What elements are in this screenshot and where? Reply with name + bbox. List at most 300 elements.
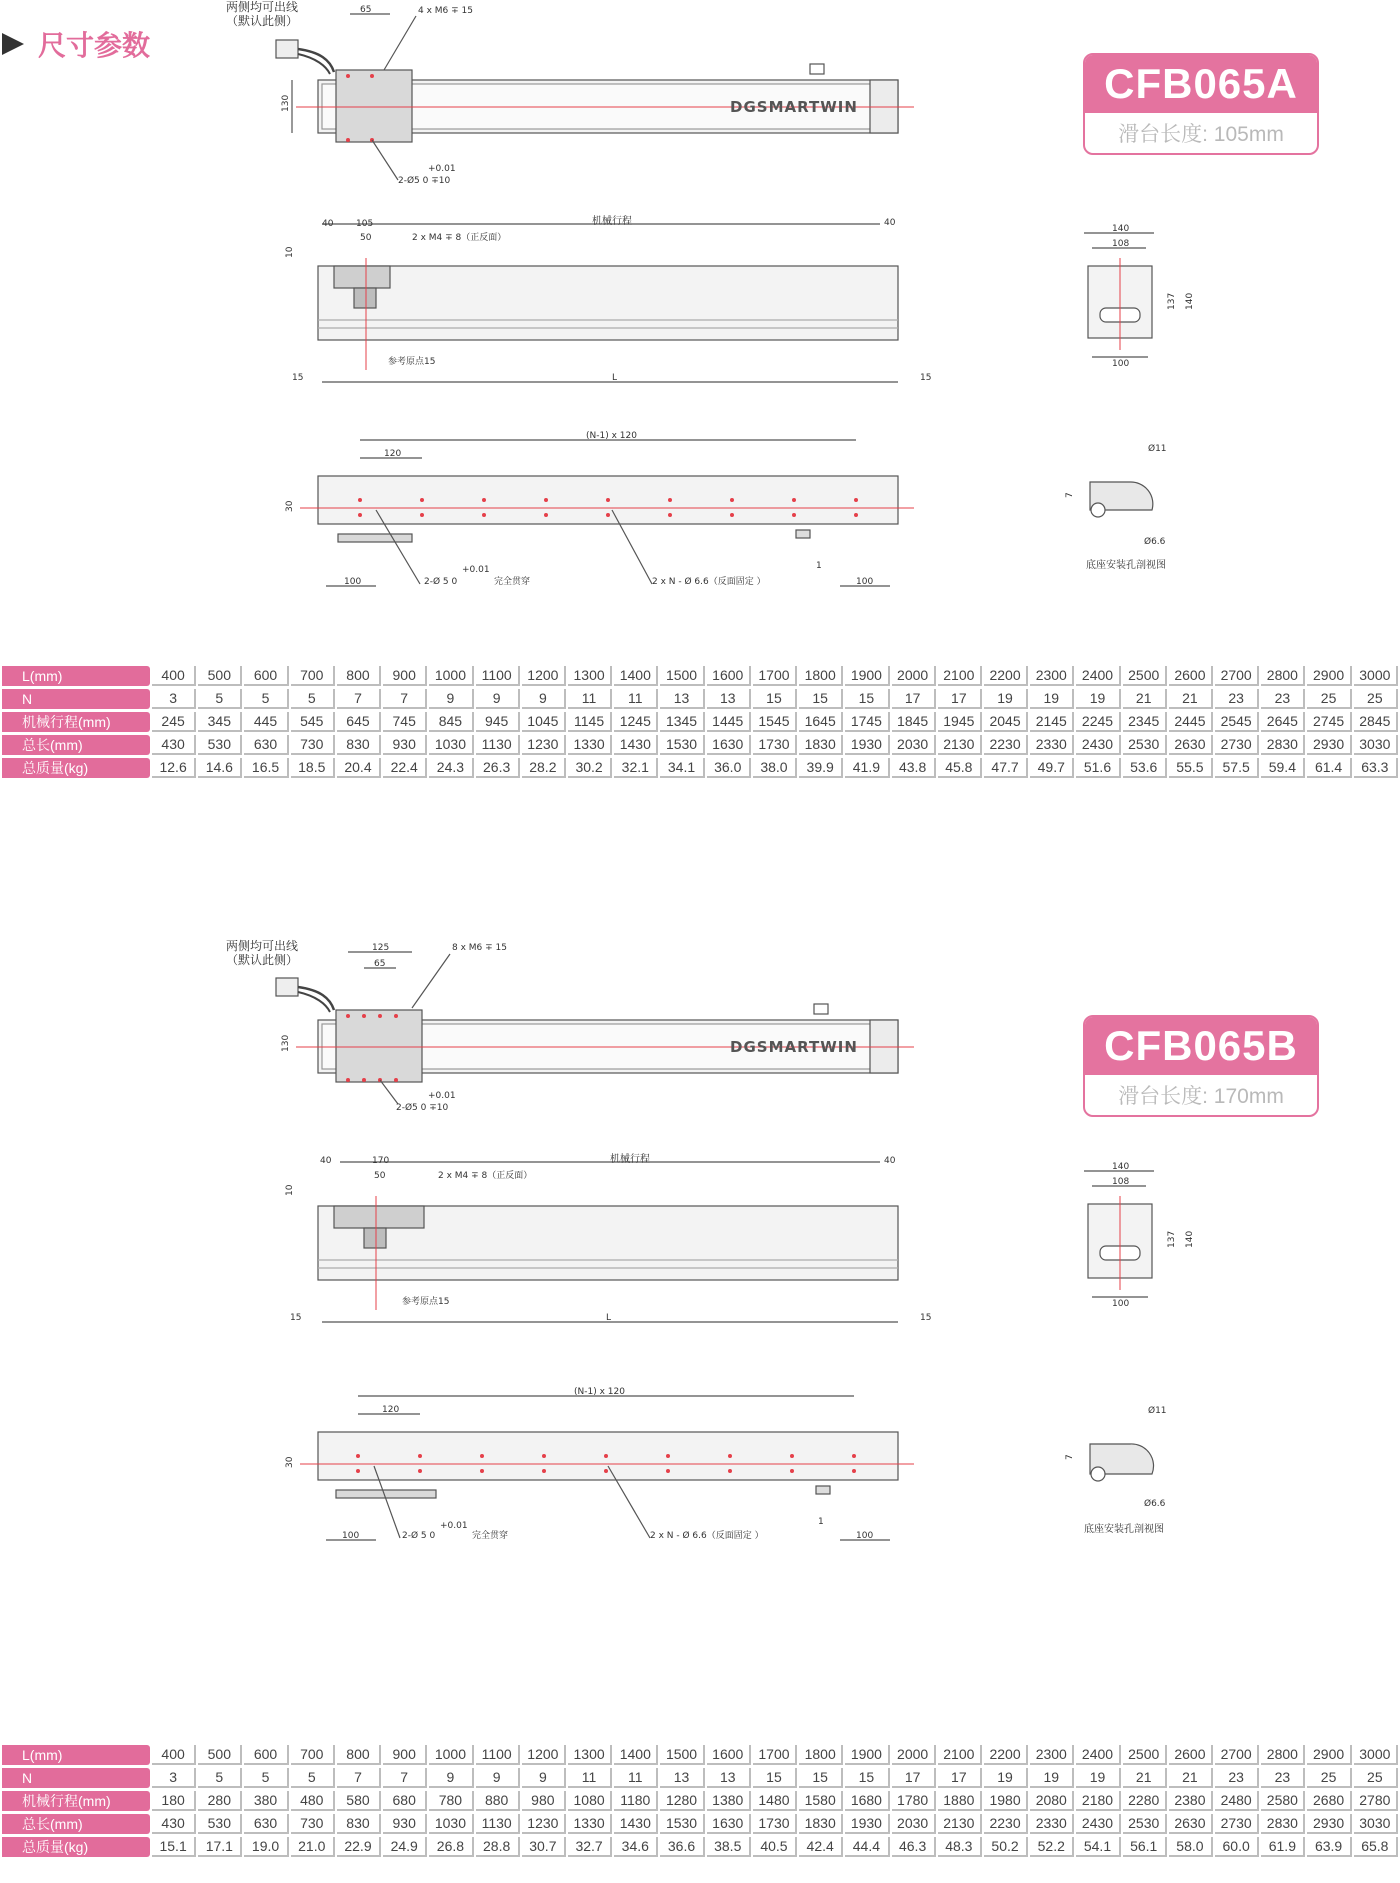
table-cell: 1200 <box>522 1745 566 1765</box>
table-cell: 1730 <box>753 1814 797 1834</box>
table-cell: 2300 <box>1030 1745 1074 1765</box>
table-cell: 2245 <box>1076 712 1120 732</box>
table-cell: 2580 <box>1261 1791 1305 1811</box>
table-cell: 23 <box>1261 689 1305 709</box>
table-cell: 880 <box>476 1791 520 1811</box>
table-cell: 1580 <box>799 1791 843 1811</box>
table-cell: 745 <box>383 712 427 732</box>
table-cell: 730 <box>291 1814 335 1834</box>
top-view <box>226 0 914 186</box>
side-view <box>285 214 931 383</box>
table-cell: 2030 <box>892 735 936 755</box>
pin-hole-bottom: 2-Ø 5 0 <box>402 1531 436 1541</box>
table-cell: 11 <box>614 689 658 709</box>
table-cell: 21 <box>1169 689 1213 709</box>
table-cell: 1030 <box>429 1814 473 1834</box>
table-cell: 9 <box>429 689 473 709</box>
table-cell: 500 <box>198 1745 242 1765</box>
table-cell: 580 <box>337 1791 381 1811</box>
through-hole: 完全贯穿 <box>494 577 531 587</box>
row-label: 总长(mm) <box>2 735 150 755</box>
table-cell: 60.0 <box>1215 1837 1259 1857</box>
table-cell: 25 <box>1307 1768 1351 1788</box>
height-130: 130 <box>281 94 291 112</box>
table-row <box>2 1791 1398 1811</box>
table-cell: 38.5 <box>707 1837 751 1857</box>
table-cell: 11 <box>568 1768 612 1788</box>
table-cell: 700 <box>291 1745 335 1765</box>
table-cell: 25 <box>1307 689 1351 709</box>
brand-logo: DGSMARTWIN <box>730 1038 858 1056</box>
table-cell: 5 <box>291 689 335 709</box>
table-cell: 345 <box>198 712 242 732</box>
pin-hole-bottom: 2-Ø 5 0 <box>424 577 458 587</box>
table-cell: 2530 <box>1123 735 1167 755</box>
table-cell: 13 <box>660 1768 704 1788</box>
dim-15-right: 15 <box>920 373 932 383</box>
thread-side: 2 x M4 ∓ 8（正反面） <box>438 1171 533 1181</box>
end-137: 137 <box>1167 292 1177 310</box>
row-label: L(mm) <box>2 1745 150 1765</box>
table-cell: 2130 <box>938 1814 982 1834</box>
table-cell: 32.7 <box>568 1837 612 1857</box>
table-row <box>2 689 1398 709</box>
cable-note-1: 两侧均可出线 <box>226 939 299 953</box>
table-cell: 7 <box>383 1768 427 1788</box>
table-cell: 42.4 <box>799 1837 843 1857</box>
table-cell: 780 <box>429 1791 473 1811</box>
table-cell: 2345 <box>1123 712 1167 732</box>
table-cell: 1400 <box>614 666 658 686</box>
dim-100-left: 100 <box>342 1531 360 1541</box>
table-cell: 1145 <box>568 712 612 732</box>
table-cell: 5 <box>244 689 288 709</box>
table-cell: 2630 <box>1169 735 1213 755</box>
table-cell: 1380 <box>707 1791 751 1811</box>
table-cell: 2900 <box>1307 1745 1351 1765</box>
pin-hole-top: 2-Ø5 0 ∓10 <box>396 1103 449 1113</box>
table-cell: 21 <box>1123 1768 1167 1788</box>
table-cell: 1330 <box>568 735 612 755</box>
table-cell: 2080 <box>1030 1791 1074 1811</box>
table-cell: 2730 <box>1215 735 1259 755</box>
table-cell: 480 <box>291 1791 335 1811</box>
table-cell: 600 <box>244 1745 288 1765</box>
table-cell: 630 <box>244 1814 288 1834</box>
table-cell: 1100 <box>476 666 520 686</box>
table-cell: 15 <box>845 689 889 709</box>
table-cell: 530 <box>198 735 242 755</box>
cable-note-1: 两侧均可出线 <box>226 0 299 14</box>
table-cell: 22.9 <box>337 1837 381 1857</box>
sec-caption: 底座安装孔剖视图 <box>1084 1524 1164 1535</box>
table-cell: 20.4 <box>337 758 381 778</box>
table-cell: 730 <box>291 735 335 755</box>
table-cell: 40.5 <box>753 1837 797 1857</box>
table-cell: 380 <box>244 1791 288 1811</box>
row-label: 总长(mm) <box>2 1814 150 1834</box>
table-cell: 1900 <box>845 1745 889 1765</box>
table-cell: 26.3 <box>476 758 520 778</box>
table-cell: 23 <box>1215 1768 1259 1788</box>
table-cell: 57.5 <box>1215 758 1259 778</box>
table-cell: 830 <box>337 735 381 755</box>
table-cell: 2530 <box>1123 1814 1167 1834</box>
dim-10: 10 <box>285 1184 295 1196</box>
table-cell: 1330 <box>568 1814 612 1834</box>
bottom-view <box>285 1387 914 1541</box>
row-label: 机械行程(mm) <box>2 1791 150 1811</box>
slide-length: 滑台长度: 105mm <box>1118 123 1284 146</box>
table-cell: 24.9 <box>383 1837 427 1857</box>
dim-100-left: 100 <box>344 577 362 587</box>
dim-slide: 105 <box>356 219 374 229</box>
dim-15-left: 15 <box>292 373 304 383</box>
table-cell: 53.6 <box>1123 758 1167 778</box>
dim-top-pitch: 65 <box>360 5 372 15</box>
stroke-label: 机械行程 <box>610 1154 650 1165</box>
table-cell: 19 <box>984 1768 1028 1788</box>
table-cell: 7 <box>337 689 381 709</box>
table-cell: 3030 <box>1354 735 1398 755</box>
dim-100-right: 100 <box>856 577 874 587</box>
table-cell: 1800 <box>799 666 843 686</box>
table-cell: 2430 <box>1076 1814 1120 1834</box>
table-cell: 2100 <box>938 666 982 686</box>
table-cell: 2200 <box>984 666 1028 686</box>
table-cell: 38.0 <box>753 758 797 778</box>
dim-120: 120 <box>384 449 402 459</box>
table-cell: 2300 <box>1030 666 1074 686</box>
tol: +0.01 <box>428 164 456 174</box>
table-cell: 9 <box>522 689 566 709</box>
thread-top: 8 x M6 ∓ 15 <box>452 943 507 953</box>
table-cell: 63.3 <box>1354 758 1398 778</box>
table-cell: 945 <box>476 712 520 732</box>
ref-origin: 参考原点15 <box>388 357 436 367</box>
table-cell: 800 <box>337 1745 381 1765</box>
dim-slide: 170 <box>372 1156 390 1166</box>
table-cell: 54.1 <box>1076 1837 1120 1857</box>
table-cell: 445 <box>244 712 288 732</box>
table-cell: 1530 <box>660 735 704 755</box>
table-cell: 1300 <box>568 666 612 686</box>
table-cell: 645 <box>337 712 381 732</box>
table-cell: 28.8 <box>476 1837 520 1857</box>
table-cell: 2780 <box>1354 1791 1398 1811</box>
table-cell: 36.6 <box>660 1837 704 1857</box>
dim-120: 120 <box>382 1405 400 1415</box>
table-cell: 15 <box>799 689 843 709</box>
table-cell: 17 <box>892 689 936 709</box>
table-cell: 500 <box>198 666 242 686</box>
table-cell: 1130 <box>476 1814 520 1834</box>
table-cell: 1530 <box>660 1814 704 1834</box>
table-cell: 1030 <box>429 735 473 755</box>
table-cell: 65.8 <box>1354 1837 1398 1857</box>
table-cell: 1000 <box>429 1745 473 1765</box>
table-cell: 1545 <box>753 712 797 732</box>
pin-hole-top: 2-Ø5 0 ∓10 <box>398 176 451 186</box>
table-cell: 1180 <box>614 1791 658 1811</box>
table-cell: 1600 <box>707 666 751 686</box>
thread-side: 2 x M4 ∓ 8（正反面） <box>412 233 507 243</box>
table-cell: 19.0 <box>244 1837 288 1857</box>
table-cell: 545 <box>291 712 335 732</box>
dim-15-right: 15 <box>920 1313 932 1323</box>
end-view <box>1084 1162 1195 1309</box>
end-140: 140 <box>1112 1162 1130 1172</box>
table-cell: 2000 <box>892 666 936 686</box>
table-cell: 1930 <box>845 1814 889 1834</box>
table-cell: 58.0 <box>1169 1837 1213 1857</box>
table-cell: 21 <box>1123 689 1167 709</box>
table-cell: 2400 <box>1076 666 1120 686</box>
table-cell: 2280 <box>1123 1791 1167 1811</box>
table-cell: 2200 <box>984 1745 1028 1765</box>
bottom-view <box>285 431 914 587</box>
sec-11: Ø11 <box>1148 1406 1167 1416</box>
table-cell: 47.7 <box>984 758 1028 778</box>
table-cell: 2230 <box>984 735 1028 755</box>
table-cell: 1700 <box>753 1745 797 1765</box>
table-cell: 13 <box>707 1768 751 1788</box>
table-cell: 1230 <box>522 1814 566 1834</box>
dim-100-right: 100 <box>856 1531 874 1541</box>
table-row <box>2 1837 1398 1857</box>
table-cell: 1245 <box>614 712 658 732</box>
brand-logo: DGSMARTWIN <box>730 98 858 116</box>
slide-length: 滑台长度: 170mm <box>1118 1085 1284 1108</box>
table-row <box>2 1814 1398 1834</box>
table-cell: 52.2 <box>1030 1837 1074 1857</box>
table-cell: 32.1 <box>614 758 658 778</box>
table-cell: 2500 <box>1123 1745 1167 1765</box>
table-cell: 19 <box>984 689 1028 709</box>
table-cell: 63.9 <box>1307 1837 1351 1857</box>
table-cell: 51.6 <box>1076 758 1120 778</box>
table-cell: 61.9 <box>1261 1837 1305 1857</box>
table-cell: 1080 <box>568 1791 612 1811</box>
dim-40-right: 40 <box>884 1156 896 1166</box>
stroke-label: 机械行程 <box>592 216 632 227</box>
table-cell: 41.9 <box>845 758 889 778</box>
table-cell: 245 <box>152 712 196 732</box>
table-cell: 5 <box>244 1768 288 1788</box>
table-row <box>2 666 1398 686</box>
dim-30: 30 <box>285 1456 295 1468</box>
table-cell: 2380 <box>1169 1791 1213 1811</box>
table-cell: 1430 <box>614 735 658 755</box>
table-cell: 15.1 <box>152 1837 196 1857</box>
row-label: 机械行程(mm) <box>2 712 150 732</box>
table-cell: 9 <box>476 689 520 709</box>
end-100: 100 <box>1112 359 1130 369</box>
drawing-a <box>0 0 1400 600</box>
table-cell: 1880 <box>938 1791 982 1811</box>
table-cell: 1900 <box>845 666 889 686</box>
table-cell: 17 <box>938 1768 982 1788</box>
table-cell: 21.0 <box>291 1837 335 1857</box>
row-label: N <box>2 689 150 709</box>
table-cell: 1100 <box>476 1745 520 1765</box>
model-name: CFB065B <box>1085 1017 1317 1075</box>
dim-1: 1 <box>818 1517 824 1527</box>
table-cell: 2700 <box>1215 666 1259 686</box>
table-cell: 2930 <box>1307 735 1351 755</box>
table-cell: 11 <box>568 689 612 709</box>
table-cell: 56.1 <box>1123 1837 1167 1857</box>
end-108: 108 <box>1112 239 1130 249</box>
table-cell: 180 <box>152 1791 196 1811</box>
table-cell: 2030 <box>892 1814 936 1834</box>
sec-caption: 底座安装孔剖视图 <box>1086 560 1166 571</box>
table-cell: 2800 <box>1261 1745 1305 1765</box>
table-cell: 2900 <box>1307 666 1351 686</box>
table-cell: 1200 <box>522 666 566 686</box>
end-140-side: 140 <box>1185 1230 1195 1248</box>
table-cell: 2730 <box>1215 1814 1259 1834</box>
table-cell: 1945 <box>938 712 982 732</box>
height-130: 130 <box>281 1034 291 1052</box>
table-cell: 19 <box>1076 689 1120 709</box>
table-cell: 3 <box>152 689 196 709</box>
table-cell: 49.7 <box>1030 758 1074 778</box>
table-cell: 2830 <box>1261 1814 1305 1834</box>
row-label: L(mm) <box>2 666 150 686</box>
table-cell: 36.0 <box>707 758 751 778</box>
table-row <box>2 735 1398 755</box>
table-cell: 2000 <box>892 1745 936 1765</box>
table-cell: 1630 <box>707 1814 751 1834</box>
cable-note-2: （默认此侧） <box>226 14 299 28</box>
end-140: 140 <box>1112 224 1130 234</box>
top-view <box>226 938 914 1113</box>
table-cell: 14.6 <box>198 758 242 778</box>
table-cell: 1630 <box>707 735 751 755</box>
table-cell: 1645 <box>799 712 843 732</box>
table-cell: 1830 <box>799 735 843 755</box>
side-view <box>285 1152 931 1323</box>
table-cell: 3 <box>152 1768 196 1788</box>
table-cell: 34.6 <box>614 1837 658 1857</box>
pitch-formula: (N-1) x 120 <box>586 431 637 441</box>
table-cell: 1500 <box>660 666 704 686</box>
table-cell: 845 <box>429 712 473 732</box>
table-cell: 1130 <box>476 735 520 755</box>
mount-holes: 2 x N - Ø 6.6（反面固定 ） <box>650 1531 764 1541</box>
dim-1: 1 <box>816 561 822 571</box>
table-cell: 5 <box>291 1768 335 1788</box>
table-cell: 1980 <box>984 1791 1028 1811</box>
table-cell: 1730 <box>753 735 797 755</box>
table-cell: 15 <box>799 1768 843 1788</box>
table-cell: 2430 <box>1076 735 1120 755</box>
dim-30: 30 <box>285 500 295 512</box>
table-row <box>2 1745 1398 1765</box>
table-cell: 1430 <box>614 1814 658 1834</box>
table-cell: 2645 <box>1261 712 1305 732</box>
table-cell: 30.7 <box>522 1837 566 1857</box>
sec-7: 7 <box>1065 492 1075 498</box>
table-cell: 5 <box>198 689 242 709</box>
table-cell: 25 <box>1354 689 1398 709</box>
table-cell: 2700 <box>1215 1745 1259 1765</box>
dim-40-left: 40 <box>322 219 334 229</box>
table-cell: 2330 <box>1030 1814 1074 1834</box>
table-cell: 61.4 <box>1307 758 1351 778</box>
table-cell: 19 <box>1030 689 1074 709</box>
table-cell: 2230 <box>984 1814 1028 1834</box>
table-cell: 48.3 <box>938 1837 982 1857</box>
table-cell: 59.4 <box>1261 758 1305 778</box>
table-cell: 1800 <box>799 1745 843 1765</box>
table-cell: 23 <box>1261 1768 1305 1788</box>
sec-7: 7 <box>1065 1454 1075 1460</box>
dim-l: L <box>612 373 618 383</box>
table-cell: 700 <box>291 666 335 686</box>
table-cell: 13 <box>707 689 751 709</box>
table-cell: 7 <box>383 689 427 709</box>
dim-top-pitch: 125 <box>372 943 390 953</box>
drawing-b <box>0 938 1400 1558</box>
table-cell: 30.2 <box>568 758 612 778</box>
section-view <box>1065 1405 1167 1535</box>
table-cell: 600 <box>244 666 288 686</box>
table-cell: 1230 <box>522 735 566 755</box>
table-cell: 680 <box>383 1791 427 1811</box>
dim-50: 50 <box>360 233 372 243</box>
ref-origin: 参考原点15 <box>402 1297 450 1307</box>
table-cell: 15 <box>753 689 797 709</box>
spec-table-b <box>0 1742 1400 1860</box>
dim-50: 50 <box>374 1171 386 1181</box>
table-cell: 1000 <box>429 666 473 686</box>
table-cell: 2130 <box>938 735 982 755</box>
table-cell: 630 <box>244 735 288 755</box>
table-row <box>2 758 1398 778</box>
section-title-text: 尺寸参数 <box>38 29 151 62</box>
table-cell: 1300 <box>568 1745 612 1765</box>
table-cell: 2600 <box>1169 666 1213 686</box>
table-cell: 980 <box>522 1791 566 1811</box>
dim-10: 10 <box>285 246 295 258</box>
thread-top: 4 x M6 ∓ 15 <box>418 6 473 16</box>
table-cell: 43.8 <box>892 758 936 778</box>
connector-icon <box>276 978 298 996</box>
table-cell: 5 <box>198 1768 242 1788</box>
table-cell: 2630 <box>1169 1814 1213 1834</box>
table-cell: 1400 <box>614 1745 658 1765</box>
table-cell: 400 <box>152 1745 196 1765</box>
tol-bottom: +0.01 <box>462 565 490 575</box>
through-hole: 完全贯穿 <box>472 1531 509 1541</box>
model-name: CFB065A <box>1085 55 1317 113</box>
table-cell: 23 <box>1215 689 1259 709</box>
table-cell: 2600 <box>1169 1745 1213 1765</box>
table-row <box>2 1768 1398 1788</box>
end-view <box>1084 224 1195 369</box>
table-row <box>2 712 1398 732</box>
table-cell: 9 <box>522 1768 566 1788</box>
table-cell: 1830 <box>799 1814 843 1834</box>
table-cell: 21 <box>1169 1768 1213 1788</box>
mount-holes: 2 x N - Ø 6.6（反面固定 ） <box>652 577 766 587</box>
table-cell: 17 <box>892 1768 936 1788</box>
table-cell: 1480 <box>753 1791 797 1811</box>
table-cell: 830 <box>337 1814 381 1834</box>
table-cell: 55.5 <box>1169 758 1213 778</box>
